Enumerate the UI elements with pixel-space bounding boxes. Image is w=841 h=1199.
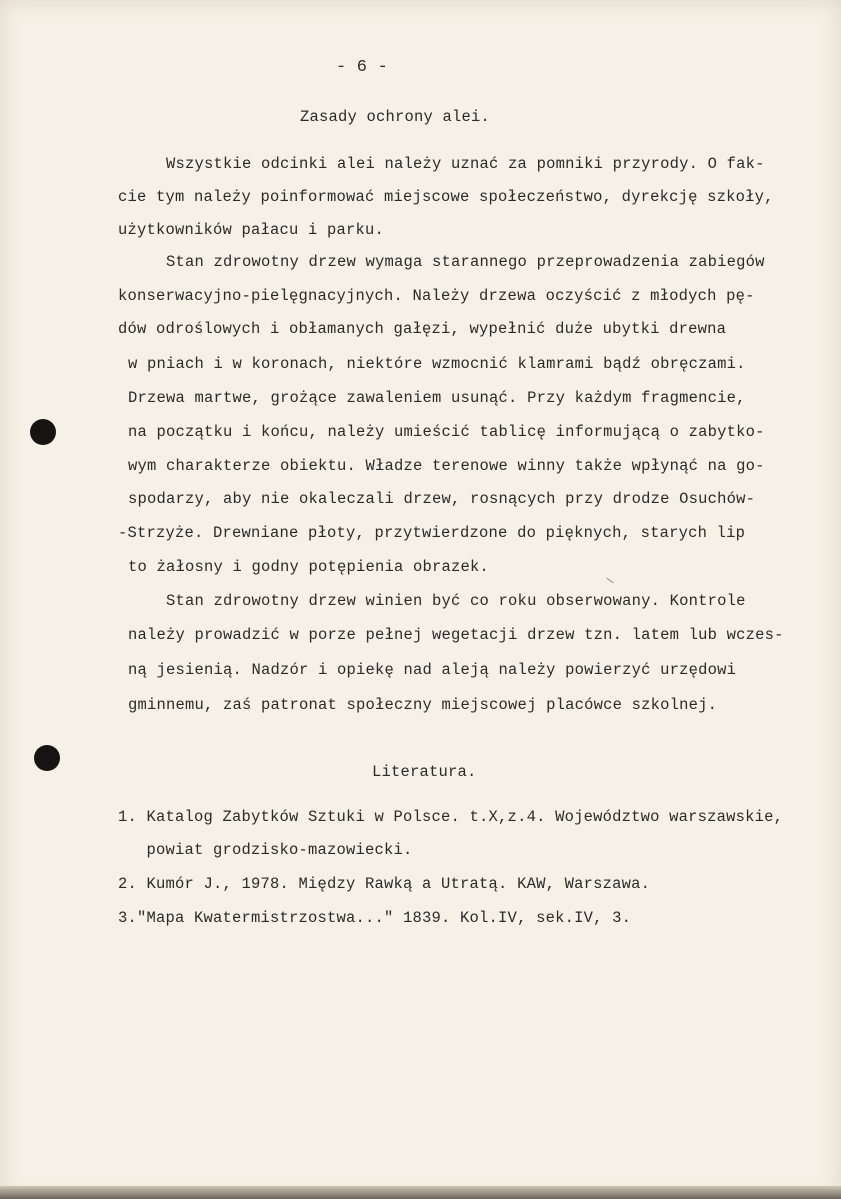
literature-entry-line: powiat grodzisko-mazowiecki. bbox=[118, 841, 413, 859]
literature-entry-line: 2. Kumór J., 1978. Między Rawką a Utratą. KAW, Warszawa. bbox=[118, 875, 651, 893]
literature-entry-line: 1. Katalog Zabytków Sztuki w Polsce. t.X,z.4. Województwo warszawskie, bbox=[118, 808, 784, 826]
literature-entry-line: 3."Mapa Kwatermistrzostwa..." 1839. Kol.IV, sek.IV, 3. bbox=[118, 909, 632, 927]
paragraph-line: wym charakterze obiektu. Władze terenowe winny także wpłynąć na go- bbox=[128, 457, 765, 475]
paragraph-line: Stan zdrowotny drzew winien być co roku obserwowany. Kontrole bbox=[128, 592, 746, 610]
paragraph-line: Wszystkie odcinki alei należy uznać za pomniki przyrody. O fak- bbox=[128, 155, 765, 173]
paragraph-line: ną jesienią. Nadzór i opiekę nad aleją należy powierzyć urzędowi bbox=[128, 661, 737, 679]
punch-hole bbox=[30, 419, 56, 445]
paragraph-line: należy prowadzić w porze pełnej wegetacji drzew tzn. latem lub wczes- bbox=[128, 626, 784, 644]
page-number: - 6 - bbox=[336, 58, 389, 77]
paragraph-line: na początku i końcu, należy umieścić tablicę informującą o zabytko- bbox=[128, 423, 765, 441]
paragraph-line: użytkowników pałacu i parku. bbox=[118, 221, 385, 239]
paragraph-line: Stan zdrowotny drzew wymaga starannego przeprowadzenia zabiegów bbox=[128, 253, 765, 271]
paragraph-line: spodarzy, aby nie okaleczali drzew, rosnących przy drodze Osuchów- bbox=[128, 490, 756, 508]
punch-hole bbox=[34, 745, 60, 771]
pencil-mark bbox=[606, 578, 613, 583]
paragraph-line: Drzewa martwe, grożące zawaleniem usunąć. Przy każdym fragmencie, bbox=[128, 389, 746, 407]
paragraph-line: to żałosny i godny potępienia obrazek. bbox=[128, 558, 490, 576]
paragraph-line: -Strzyże. Drewniane płoty, przytwierdzone do pięknych, starych lip bbox=[118, 524, 746, 542]
paragraph-line: dów odroślowych i obłamanych gałęzi, wypełnić duże ubytki drewna bbox=[118, 320, 727, 338]
paragraph-line: cie tym należy poinformować miejscowe społeczeństwo, dyrekcję szkoły, bbox=[118, 188, 774, 206]
literature-title: Literatura. bbox=[372, 763, 477, 781]
section-title: Zasady ochrony alei. bbox=[300, 108, 491, 126]
page-bottom-edge bbox=[0, 1186, 841, 1199]
paragraph-line: w pniach i w koronach, niektóre wzmocnić klamrami bądź obręczami. bbox=[128, 355, 746, 373]
paragraph-line: konserwacyjno-pielęgnacyjnych. Należy drzewa oczyścić z młodych pę- bbox=[118, 287, 755, 305]
paragraph-line: gminnemu, zaś patronat społeczny miejscowej placówce szkolnej. bbox=[128, 696, 718, 714]
